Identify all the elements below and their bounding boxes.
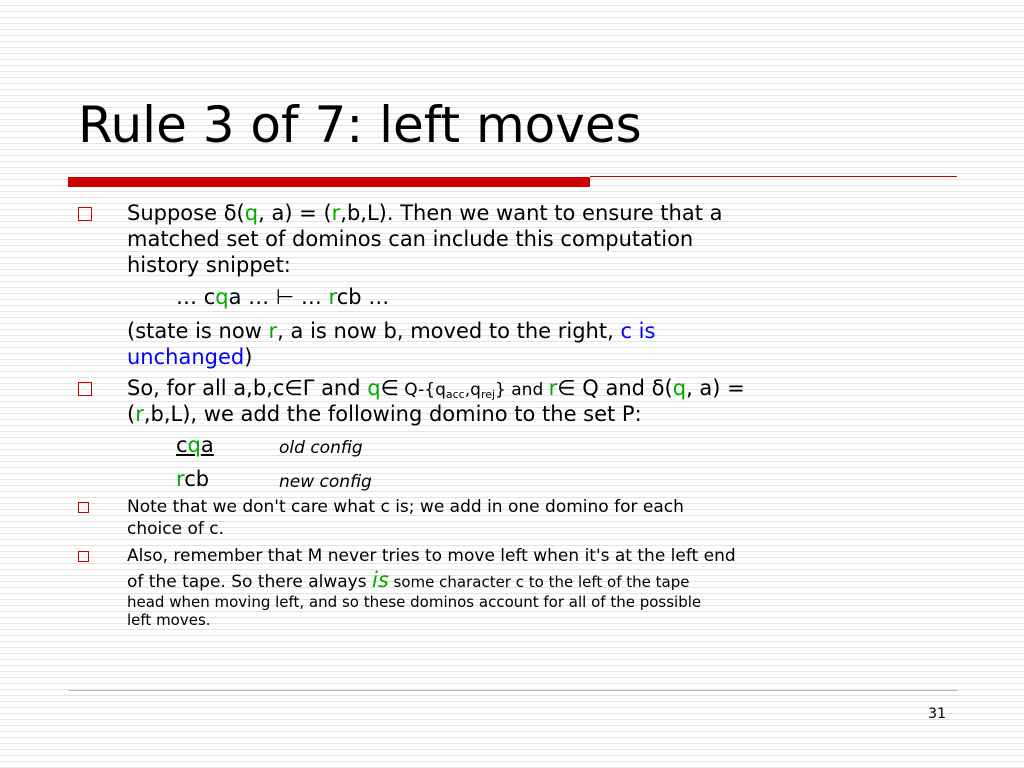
bullet-2-line-2: (r,b,L), we add the following domino to the set P: [127,402,642,426]
domino-top: cqa [176,433,214,457]
bullet-2-text [127,375,967,427]
bullet-1-line-1: Suppose δ(q, a) = (r,b,L). Then we want to ensure that a [127,201,723,225]
bullet-marker [78,382,92,396]
domino-bottom-label: new config [279,472,372,492]
bullet-1-line-2: matched set of dominos can include this computation [127,227,694,251]
state-q: q [244,201,259,225]
footer-divider [68,690,958,691]
bullet-1-text [127,200,967,278]
bullet-marker [78,207,92,221]
bullet-marker [78,551,89,562]
bullet-marker [78,502,89,513]
title-underline-thin [590,176,957,177]
history-snippet: … cqa … ⊢ … rcb … [176,285,390,309]
bullet-1-line-3: history snippet: [127,253,291,277]
domino-top-label: old config [279,438,363,458]
domino-bottom: rcb [176,467,210,491]
bullet-2-line-1: So, for all a,b,c∈Γ and q∈ $Q-\{q_{acc},q_{rej}\}$ and r∈ Q and δ(q, a) = [127,376,745,401]
turnstile-symbol: ⊢ [275,285,295,309]
state-r: r [331,201,341,225]
page-number: 31 [928,706,946,722]
state-note: (state is now r, a is now b, moved to the right, c is unchanged) [127,319,656,369]
delta-symbol: δ [223,201,237,225]
title-underline [68,177,590,187]
bullet-4-text: Also, remember that M never tries to move left when it's at the left end of the tape. So there always is some character c to the left of the tape head when moving left, and so these dominos account for all of the possible left moves. [127,546,736,629]
bullet-3-text: Note that we don't care what c is; we add in one domino for each choice of c. [127,497,684,539]
page-title: Rule 3 of 7: left moves [78,96,642,154]
